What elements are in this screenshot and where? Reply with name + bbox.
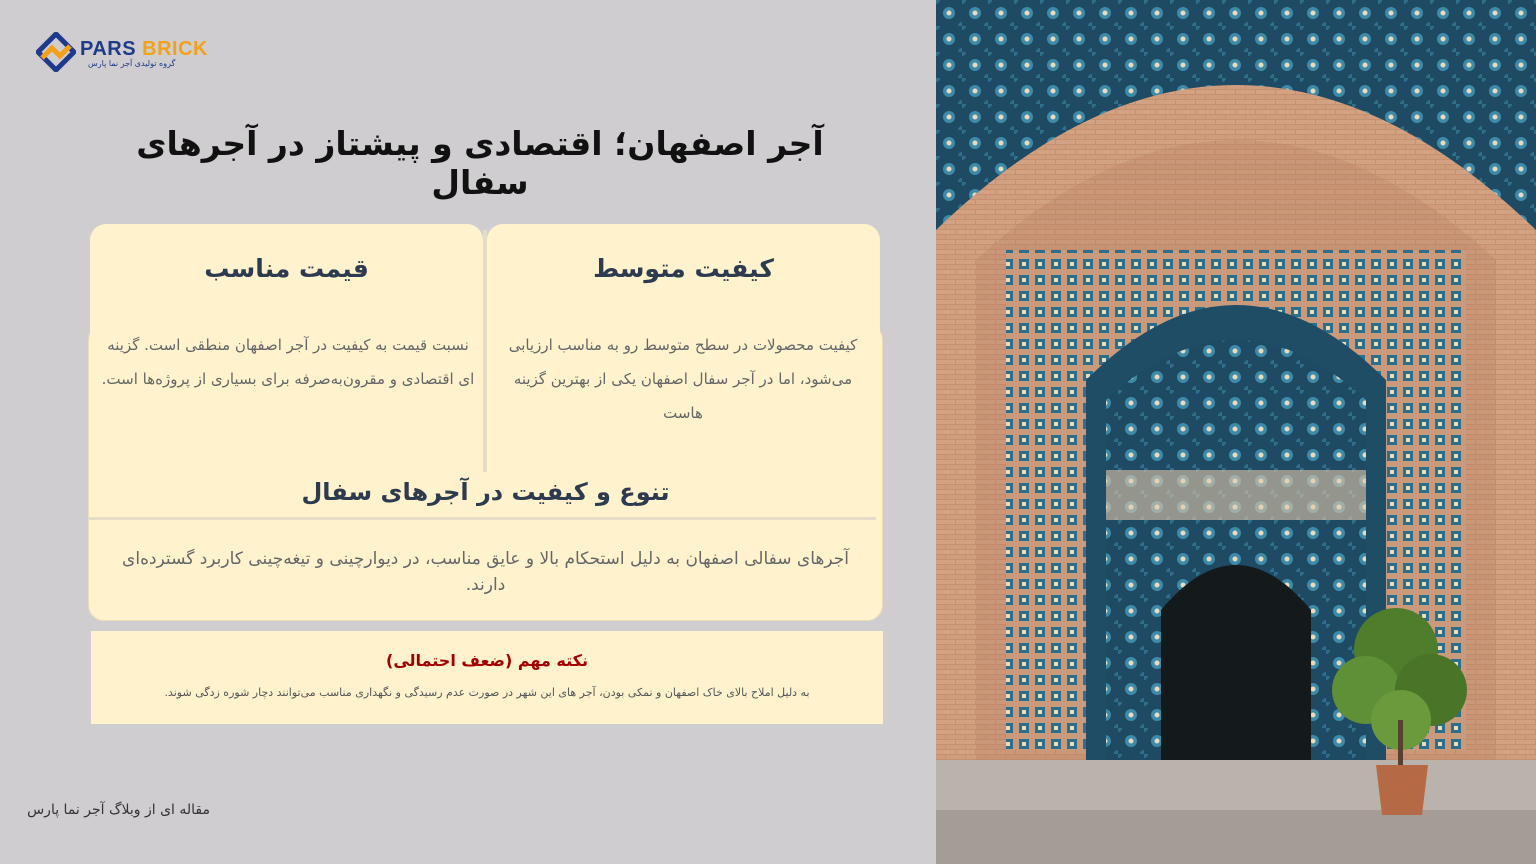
logo-name-pars: PARS xyxy=(80,38,137,60)
footer-credit: مقاله ای از وبلاگ آجر نما پارس xyxy=(27,802,210,818)
card-variety-text: آجرهای سفالی اصفهان به دلیل استحکام بالا و عایق مناسب، در دیوارچینی و تیغه‌چینی کاربرد گسترده‌ای دارند. xyxy=(122,549,849,595)
arch-illustration xyxy=(936,0,1536,864)
card-variety-heading: تنوع و کیفیت در آجرهای سفال xyxy=(301,478,670,506)
card-quality-text: کیفیت محصولات در سطح متوسط رو به مناسب ارزیابی می‌شود، اما در آجر سفال اصفهان یکی از بهترین گزینه هاست xyxy=(508,336,858,422)
logo-mark-icon xyxy=(36,32,76,72)
note-title: نکته مهم (ضعف احتمالی) xyxy=(386,651,588,670)
card-price-text: نسبت قیمت به کیفیت در آجر اصفهان منطقی است. گزینه ای اقتصادی و مقرون‌به‌صرفه برای بسیاری از پروژه‌ها است. xyxy=(101,336,475,388)
important-note xyxy=(91,631,883,724)
card-quality-heading: کیفیت متوسط xyxy=(593,254,774,283)
logo-wordmark xyxy=(80,38,208,61)
page-title: آجر اصفهان؛ اقتصادی و پیشتاز در آجرهای سفال xyxy=(136,124,824,202)
hero-photo xyxy=(936,0,1536,864)
note-text: به دلیل املاح بالای خاک اصفهان و نمکی بودن، آجر های این شهر در صورت عدم رسیدگی و نگهداری مناسب می‌توانند دچار شوره زدگی شوند. xyxy=(164,686,810,699)
logo-name-brick: BRICK xyxy=(142,38,208,60)
card-price-heading: قیمت مناسب xyxy=(204,254,369,283)
logo-tagline: گروه تولیدی آجر نما پارس xyxy=(88,59,176,68)
card-divider-horizontal xyxy=(88,517,876,520)
feature-cards xyxy=(88,224,883,622)
logo xyxy=(36,32,206,76)
